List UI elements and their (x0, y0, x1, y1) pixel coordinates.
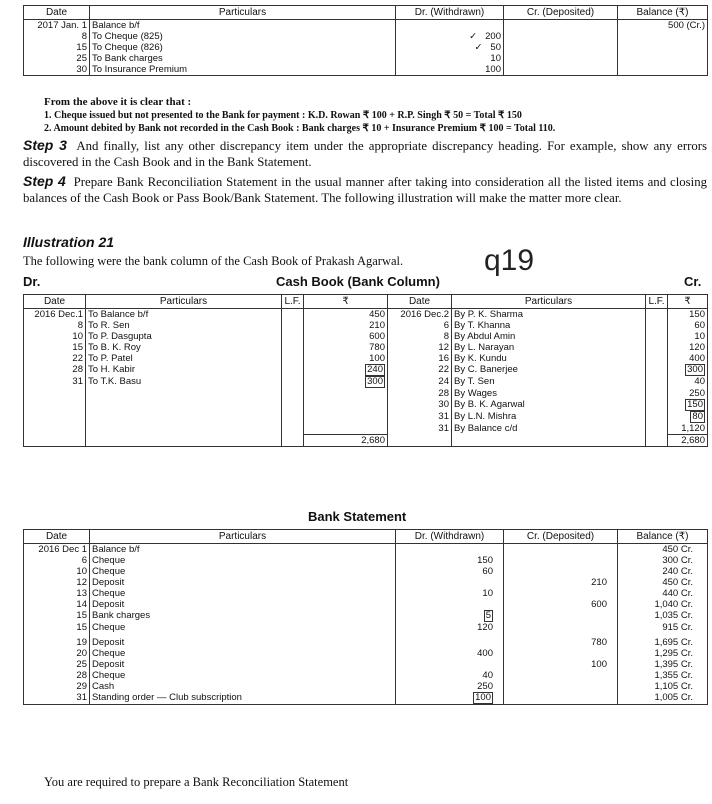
row-dr (396, 42, 504, 53)
header-particulars: Particulars (90, 6, 396, 20)
bs-row-dr-boxed: 100 (475, 692, 491, 703)
cb-total-spacer (646, 435, 668, 447)
cb-right-amount (668, 399, 708, 411)
cb-total-spacer (388, 435, 452, 447)
cb-right-amount: 150 (668, 309, 708, 321)
row-particulars: To Cheque (826) (90, 42, 396, 53)
cb-left-particulars: To B. K. Roy (86, 342, 282, 353)
bs-row-particulars: Cheque (90, 555, 396, 566)
header-balance: Balance (₹) (618, 6, 708, 20)
bs-row-date: 15 (24, 610, 90, 622)
cb-right-particulars: By C. Banerjee (452, 364, 646, 376)
bank-statement-body (24, 544, 708, 705)
cb-left-amount: 100 (304, 353, 388, 364)
cb-header-lf-left: L.F. (282, 295, 304, 309)
bank-statement-table (23, 529, 708, 705)
cb-left-lf (282, 364, 304, 376)
cb-right-date: 22 (388, 364, 452, 376)
clear-point-1: 1. Cheque issued but not presented to the Bank for payment : K.D. Rowan ₹ 100 + R.P. Singh ₹ 50 = Total ₹ 150 (44, 110, 522, 121)
cb-right-amount: 250 (668, 388, 708, 399)
bs-row-balance: 240 Cr. (618, 566, 708, 577)
bs-row-balance: 440 Cr. (618, 588, 708, 599)
cb-right-amount: 400 (668, 353, 708, 364)
bank-statement-row (24, 577, 708, 588)
bs-row-date: 2016 Dec 1 (24, 544, 90, 556)
cb-left-amount (304, 411, 388, 423)
cb-left-amount (304, 399, 388, 411)
cb-right-particulars: By L. Narayan (452, 342, 646, 353)
bs-row-date: 15 (24, 622, 90, 637)
row-balance: 500 (Cr.) (618, 20, 708, 32)
cb-right-particulars: By Wages (452, 388, 646, 399)
bs-row-particulars: Cash (90, 681, 396, 692)
bs-row-date: 28 (24, 670, 90, 681)
bank-statement-row (24, 588, 708, 599)
cash-book-row (24, 342, 708, 353)
cb-left-date: 31 (24, 376, 86, 388)
row-particulars: Balance b/f (90, 20, 396, 32)
bank-statement-row (24, 692, 708, 705)
row-dr-value: 100 (485, 64, 501, 75)
top-ledger-body (24, 20, 708, 76)
row-date: 8 (24, 31, 90, 42)
cb-left-amount: 210 (304, 320, 388, 331)
cb-right-amount: 40 (668, 376, 708, 388)
cb-left-date: 22 (24, 353, 86, 364)
cash-book-row (24, 331, 708, 342)
bs-row-cr (504, 648, 618, 659)
cb-left-lf (282, 411, 304, 423)
bank-statement-row (24, 622, 708, 637)
bs-row-date: 13 (24, 588, 90, 599)
cb-right-lf (646, 331, 668, 342)
cb-right-date: 16 (388, 353, 452, 364)
top-ledger-row (24, 64, 708, 76)
bs-row-cr: 600 (504, 599, 618, 610)
bank-statement-row (24, 544, 708, 556)
cb-left-date: 15 (24, 342, 86, 353)
cb-left-lf (282, 320, 304, 331)
cb-right-amount: 60 (668, 320, 708, 331)
dr-label: Dr. (23, 274, 41, 289)
bs-row-dr (396, 577, 504, 588)
bs-row-dr (396, 659, 504, 670)
cb-left-amount (304, 376, 388, 388)
row-date: 30 (24, 64, 90, 76)
top-ledger-row (24, 20, 708, 32)
step3-text: And finally, list any other discrepancy item under the appropriate discrepancy heading. For example, show any errors discovered in the Cash Book and in the Bank Statement. (23, 139, 707, 169)
cb-header-lf-right: L.F. (646, 295, 668, 309)
row-particulars: To Insurance Premium (90, 64, 396, 76)
row-cr (504, 53, 618, 64)
bs-row-date: 25 (24, 659, 90, 670)
bank-statement-row (24, 566, 708, 577)
bs-row-date: 29 (24, 681, 90, 692)
row-dr-value: 50 (490, 42, 501, 53)
cb-left-amount (304, 423, 388, 435)
bs-row-cr (504, 692, 618, 705)
step3-label: Step 3 (23, 137, 67, 153)
bank-statement-row (24, 637, 708, 648)
bs-row-dr-boxed: 5 (485, 610, 491, 621)
bs-row-cr: 100 (504, 659, 618, 670)
cb-left-lf (282, 331, 304, 342)
bs-row-particulars: Cheque (90, 670, 396, 681)
bs-row-cr: 210 (504, 577, 618, 588)
cb-right-lf (646, 342, 668, 353)
bank-statement-title: Bank Statement (308, 509, 407, 524)
cb-header-particulars-left: Particulars (86, 295, 282, 309)
cb-right-particulars: By Balance c/d (452, 423, 646, 435)
cash-book-row (24, 364, 708, 376)
cb-left-lf (282, 353, 304, 364)
cb-left-amount (304, 364, 388, 376)
cb-header-date-right: Date (388, 295, 452, 309)
handwritten-note: q19 (484, 244, 535, 277)
cb-right-date: 30 (388, 399, 452, 411)
cb-right-amount: 120 (668, 342, 708, 353)
bs-row-dr: 60 (396, 566, 504, 577)
cb-left-particulars: To P. Dasgupta (86, 331, 282, 342)
cb-total-spacer (452, 435, 646, 447)
bs-row-date: 20 (24, 648, 90, 659)
row-cr (504, 64, 618, 76)
bs-row-dr (396, 544, 504, 556)
cb-right-date: 31 (388, 423, 452, 435)
cash-book-row (24, 399, 708, 411)
cb-left-particulars (86, 388, 282, 399)
cb-left-lf (282, 399, 304, 411)
bs-row-cr (504, 555, 618, 566)
cb-right-date: 24 (388, 376, 452, 388)
header-dr: Dr. (Withdrawn) (396, 6, 504, 20)
cb-right-particulars: By T. Khanna (452, 320, 646, 331)
row-balance (618, 31, 708, 42)
bs-header-date: Date (24, 530, 90, 544)
cb-right-amount: 10 (668, 331, 708, 342)
row-dr-value: 200 (485, 31, 501, 42)
cb-left-particulars: To Balance b/f (86, 309, 282, 321)
bs-row-cr (504, 681, 618, 692)
footer-instruction: You are required to prepare a Bank Reconciliation Statement (44, 775, 349, 789)
bs-row-cr: 780 (504, 637, 618, 648)
bank-statement-header (24, 530, 708, 544)
cb-right-amount-boxed: 300 (687, 364, 703, 375)
bs-row-balance: 1,040 Cr. (618, 599, 708, 610)
row-cr (504, 31, 618, 42)
cb-left-lf (282, 376, 304, 388)
bank-statement-row (24, 610, 708, 622)
bs-row-particulars: Cheque (90, 648, 396, 659)
bank-statement-row (24, 681, 708, 692)
bs-row-cr (504, 622, 618, 637)
bs-row-balance: 1,695 Cr. (618, 637, 708, 648)
cash-book-row (24, 320, 708, 331)
cb-right-particulars: By L.N. Mishra (452, 411, 646, 423)
cb-left-particulars: To T.K. Basu (86, 376, 282, 388)
bs-row-balance: 1,355 Cr. (618, 670, 708, 681)
top-ledger-row (24, 42, 708, 53)
bank-statement-row (24, 599, 708, 610)
bs-row-particulars: Cheque (90, 588, 396, 599)
cb-right-date: 28 (388, 388, 452, 399)
row-date: 15 (24, 42, 90, 53)
bs-row-dr (396, 610, 504, 622)
row-dr (396, 64, 504, 76)
cash-book-row (24, 388, 708, 399)
illustration-intro: The following were the bank column of the Cash Book of Prakash Agarwal. (23, 254, 404, 268)
bs-row-particulars: Standing order — Club subscription (90, 692, 396, 705)
bs-row-balance: 915 Cr. (618, 622, 708, 637)
bs-row-dr (396, 599, 504, 610)
bs-row-balance: 450 Cr. (618, 544, 708, 556)
cb-right-lf (646, 388, 668, 399)
clear-point-2: 2. Amount debited by Bank not recorded in the Cash Book : Bank charges ₹ 10 + Insurance Premium ₹ 100 = Total 110. (44, 123, 556, 134)
row-balance (618, 53, 708, 64)
cb-left-lf (282, 423, 304, 435)
cash-book-body (24, 309, 708, 447)
header-date: Date (24, 6, 90, 20)
bs-row-particulars: Balance b/f (90, 544, 396, 556)
cb-left-amount (304, 388, 388, 399)
bs-row-date: 14 (24, 599, 90, 610)
bank-statement-row (24, 648, 708, 659)
row-dr-value: 10 (490, 53, 501, 64)
cb-header-date-left: Date (24, 295, 86, 309)
cb-left-date: 8 (24, 320, 86, 331)
bs-header-particulars: Particulars (90, 530, 396, 544)
bs-header-balance: Balance (₹) (618, 530, 708, 544)
cb-right-date: 31 (388, 411, 452, 423)
cb-left-date (24, 411, 86, 423)
cash-book-table (23, 294, 708, 447)
row-particulars: To Bank charges (90, 53, 396, 64)
bs-row-particulars: Deposit (90, 599, 396, 610)
cash-book-title: Cash Book (Bank Column) (276, 274, 440, 289)
cb-right-date: 12 (388, 342, 452, 353)
bs-header-dr: Dr. (Withdrawn) (396, 530, 504, 544)
illustration-title: Illustration 21 (23, 234, 115, 250)
bs-row-balance: 1,005 Cr. (618, 692, 708, 705)
bs-row-dr: 120 (396, 622, 504, 637)
cb-total-left: 2,680 (304, 435, 388, 447)
cb-right-lf (646, 399, 668, 411)
clear-block (44, 96, 704, 135)
cb-total-spacer (86, 435, 282, 447)
cb-right-date: 8 (388, 331, 452, 342)
bank-statement-row (24, 670, 708, 681)
cb-left-date (24, 388, 86, 399)
cb-right-amount: 1,120 (668, 423, 708, 435)
bs-row-dr: 40 (396, 670, 504, 681)
row-date: 2017 Jan. 1 (24, 20, 90, 32)
cb-right-particulars: By T. Sen (452, 376, 646, 388)
cb-left-lf (282, 342, 304, 353)
bs-row-cr (504, 566, 618, 577)
bs-row-dr: 400 (396, 648, 504, 659)
row-particulars: To Cheque (825) (90, 31, 396, 42)
bs-row-balance: 450 Cr. (618, 577, 708, 588)
cb-header-particulars-right: Particulars (452, 295, 646, 309)
step3-paragraph (23, 137, 707, 170)
cb-left-date: 2016 Dec.1 (24, 309, 86, 321)
cb-right-particulars: By B. K. Agarwal (452, 399, 646, 411)
cash-book-row (24, 353, 708, 364)
bs-row-particulars: Deposit (90, 659, 396, 670)
cb-right-particulars: By K. Kundu (452, 353, 646, 364)
row-balance (618, 42, 708, 53)
cb-left-particulars (86, 399, 282, 411)
bs-row-balance: 300 Cr. (618, 555, 708, 566)
clear-heading: From the above it is clear that : (44, 96, 192, 108)
bs-row-dr: 250 (396, 681, 504, 692)
bs-row-balance: 1,395 Cr. (618, 659, 708, 670)
cash-book-row (24, 411, 708, 423)
bs-row-date: 10 (24, 566, 90, 577)
cb-left-particulars (86, 423, 282, 435)
bs-row-date: 12 (24, 577, 90, 588)
bank-statement-row (24, 555, 708, 566)
cb-right-particulars: By Abdul Amin (452, 331, 646, 342)
bs-row-date: 19 (24, 637, 90, 648)
row-balance (618, 64, 708, 76)
cb-total-right: 2,680 (668, 435, 708, 447)
cb-right-lf (646, 411, 668, 423)
bs-row-cr (504, 544, 618, 556)
cb-right-lf (646, 353, 668, 364)
row-dr (396, 31, 504, 42)
bs-header-cr: Cr. (Deposited) (504, 530, 618, 544)
top-ledger-header (24, 6, 708, 20)
cb-left-particulars: To H. Kabir (86, 364, 282, 376)
cb-right-amount-boxed: 150 (687, 399, 703, 410)
cb-right-particulars: By P. K. Sharma (452, 309, 646, 321)
cash-book-row (24, 376, 708, 388)
cb-left-amount: 600 (304, 331, 388, 342)
cb-right-date: 2016 Dec.2 (388, 309, 452, 321)
bs-row-date: 6 (24, 555, 90, 566)
bs-row-balance: 1,105 Cr. (618, 681, 708, 692)
cb-left-date (24, 423, 86, 435)
bs-row-particulars: Deposit (90, 637, 396, 648)
step4-text: Prepare Bank Reconciliation Statement in the usual manner after taking into consideration all the listed items and closing balances of the Cash Book or Pass Book/Bank Statement. The following illustration will make the matter more clear. (23, 175, 708, 205)
top-ledger-table (23, 5, 708, 76)
cb-left-date (24, 399, 86, 411)
cb-right-lf (646, 320, 668, 331)
top-ledger-row (24, 31, 708, 42)
cb-left-lf (282, 388, 304, 399)
bs-row-date: 31 (24, 692, 90, 705)
cash-book-total-row (24, 435, 708, 447)
row-cr (504, 20, 618, 32)
cr-label: Cr. (684, 274, 702, 289)
cb-left-amount: 450 (304, 309, 388, 321)
cb-left-particulars (86, 411, 282, 423)
cb-right-amount-boxed: 80 (692, 411, 703, 422)
cb-left-lf (282, 309, 304, 321)
bs-row-dr: 150 (396, 555, 504, 566)
cb-header-amount-right: ₹ (668, 295, 708, 309)
bs-row-dr (396, 637, 504, 648)
cb-right-amount (668, 411, 708, 423)
cash-book-row (24, 309, 708, 321)
cb-left-amount: 780 (304, 342, 388, 353)
bs-row-particulars: Bank charges (90, 610, 396, 622)
bs-row-cr (504, 670, 618, 681)
step4-label: Step 4 (23, 173, 66, 189)
cash-book-row (24, 423, 708, 435)
cash-book-header (24, 295, 708, 309)
bs-row-particulars: Cheque (90, 622, 396, 637)
bs-row-cr (504, 588, 618, 599)
cb-total-spacer (282, 435, 304, 447)
bs-row-particulars: Deposit (90, 577, 396, 588)
cb-right-lf (646, 309, 668, 321)
cb-left-amount-boxed: 240 (367, 364, 383, 375)
cb-right-amount (668, 364, 708, 376)
bs-row-balance: 1,295 Cr. (618, 648, 708, 659)
row-dr (396, 20, 504, 32)
tick-icon: ✓ (469, 31, 478, 42)
header-cr: Cr. (Deposited) (504, 6, 618, 20)
cb-left-particulars: To P. Patel (86, 353, 282, 364)
row-cr (504, 42, 618, 53)
cb-right-lf (646, 376, 668, 388)
step4-paragraph (23, 173, 707, 206)
cb-header-amount-left: ₹ (304, 295, 388, 309)
cb-right-lf (646, 364, 668, 376)
bank-statement-row (24, 659, 708, 670)
row-dr (396, 53, 504, 64)
top-ledger-row (24, 53, 708, 64)
row-date: 25 (24, 53, 90, 64)
cb-left-date: 28 (24, 364, 86, 376)
cb-left-amount-boxed: 300 (367, 376, 383, 387)
bs-row-dr (396, 692, 504, 705)
cb-right-lf (646, 423, 668, 435)
cb-right-date: 6 (388, 320, 452, 331)
bs-row-cr (504, 610, 618, 622)
cb-left-particulars: To R. Sen (86, 320, 282, 331)
tick-icon: ✓ (474, 42, 483, 53)
bs-row-balance: 1,035 Cr. (618, 610, 708, 622)
bs-row-particulars: Cheque (90, 566, 396, 577)
cb-total-spacer (24, 435, 86, 447)
bs-row-dr: 10 (396, 588, 504, 599)
cb-left-date: 10 (24, 331, 86, 342)
